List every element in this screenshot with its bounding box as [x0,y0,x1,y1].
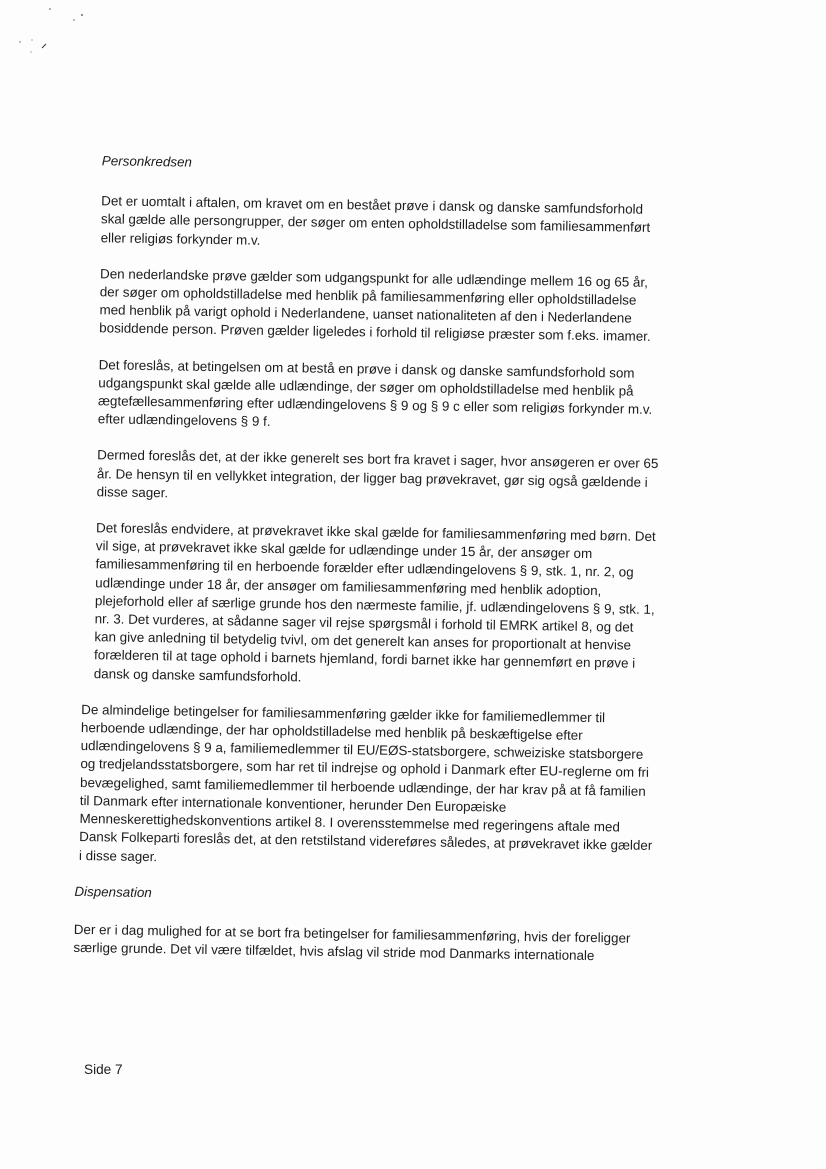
paragraph-5: Det foreslås endvidere, at prøvekravet ikke skal gælde for familiesammenføring med børn. Det vil sige, at prøvekravet ikke skal gælde for udlændinge under 15 år, der ansøger om familiesammenføring til en herboende forælder efter udlændingelovens § 9, stk. 1, nr. 2, og udlændinge under 18 år, der ansøger om familiesammenføring med henblik adoption, plejeforhold eller af særlige grunde hos den nærmeste familie, jf. udlændingelovens § 9, stk. 1, nr. 3. Det vurderes, at sådanne sager vil rejse spørgsmål i forhold til EMRK artikel 8, og det kan give anledning til betydelig tvivl, om det generelt kan anses for proportionalt at henvise forælderen til at tage ophold i barnets hjemland, fordi barnet ikke har gennemført en prøve i dansk og danske samfundsforhold. [93,520,656,685]
section-heading-dispensation: Dispensation [74,883,152,900]
document-body [73,152,666,966]
scan-specks [12,6,92,56]
paragraph-2: Den nederlandske prøve gælder som udgangspunkt for alle udlændinge mellem 16 og 65 år, der søger om opholdstilladelse med henblik på familiesammenføring eller opholdstilladelse med henblik på varigt ophold i Nederlandene, uanset nationaliteten af den i Nederlandene bosiddende person. Prøven gælder ligeledes i forhold til religiøse præster som f.eks. imamer. [99,266,651,345]
paragraph-3: Det foreslås, at betingelsen om at bestå en prøve i dansk og danske samfundsforhold som udgangspunkt skal gælde alle udlændinge, der søger om opholdstilladelse med henblik på ægtefællesammenføring efter udlændingelovens § 9 og § 9 c eller som religiøs forkynder m.v. efter udlændingelovens § 9 f. [97,356,653,430]
paragraph-6: De almindelige betingelser for familiesammenføring gælder ikke for familiemedlemmer til herboende udlændinge, der har opholdstilladelse med henblik på beskæftigelse efter udlændingelovens § 9 a, familiemedlemmer til EU/EØS-statsborgere, schweiziske statsborgere og tredjelandsstatsborgere, som har ret til indrejse og ophold i Danmark efter EU-reglerne om fri bevægelighed, samt familiemedlemmer til herboende udlændinge, der har krav på at få familien til Danmark efter internationale konventioner, herunder Den Europæiske Menneskerettighedskonventions artikel 8. I overensstemmelse med regeringens aftale med Dansk Folkeparti foreslås det, at den retstilstand videreføres således, at prøvekravet ikke gælder i disse sager. [78,701,653,864]
section-heading-personkredsen: Personkredsen [101,153,193,170]
paragraph-1: Det er uomtalt i aftalen, om kravet om en bestået prøve i dansk og danske samfundsforhold skal gælde alle persongrupper, der søger om enten opholdstilladelse som familiesammenført eller religiøs forkynder m.v. [100,193,651,248]
paragraph-dispensation: Der er i dag mulighed for at se bort fra betingelser for familiesammenføring, hvis der foreligger særlige grunde. Det vil være tilfældet, hvis afslag vil stride mod Danmarks internationale [73,921,631,964]
paragraph-4: Dermed foreslås det, at der ikke generelt ses bort fra kravet i sager, hvor ansøgeren er over 65 år. De hensyn til en vellykket integration, der ligger bag prøvekravet, gør sig også gældende i disse sager. [96,447,659,501]
page-number: Side 7 [84,1062,123,1077]
